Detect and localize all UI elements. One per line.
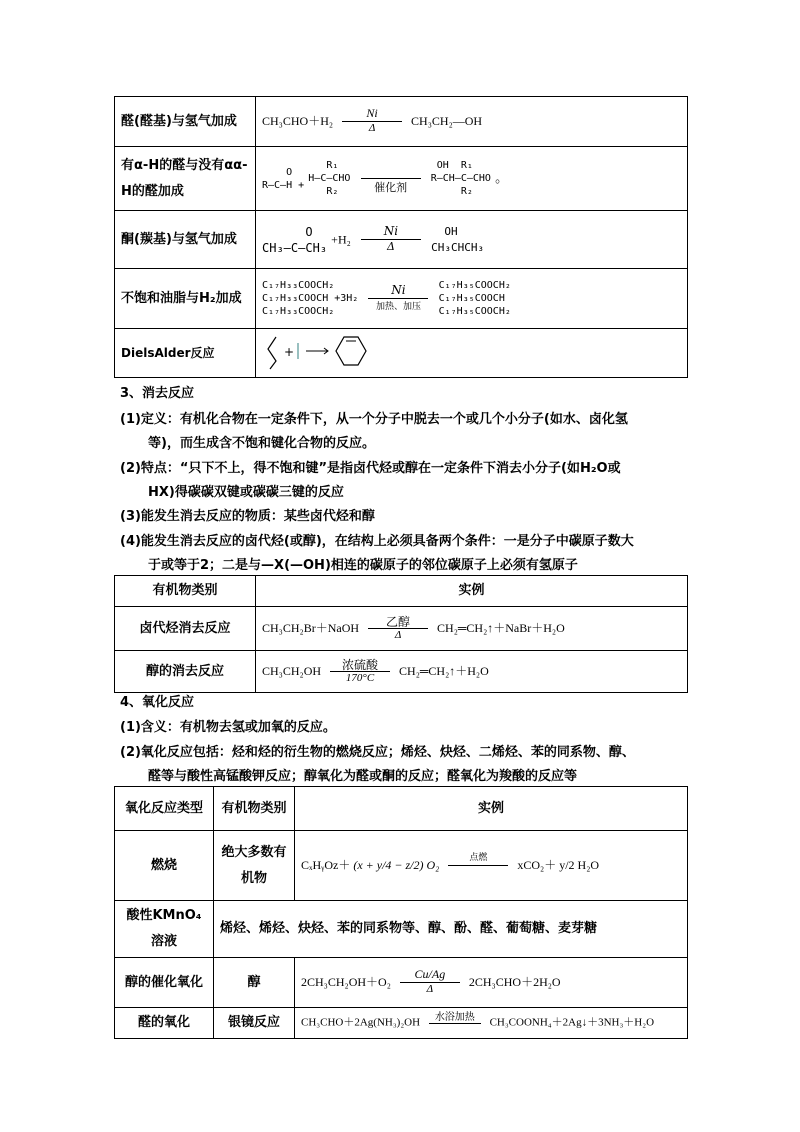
reaction-arrow: [429, 1013, 481, 1033]
reaction-arrow: [368, 282, 428, 312]
reactant-structure: O CH₃—C—CH₃: [262, 224, 328, 255]
arrow-condition-top: Ni: [391, 282, 406, 297]
equation-cell: [256, 651, 688, 693]
equation-right: 2CH₃CHO＋2H₂O: [468, 974, 561, 989]
section-heading: 4、氧化反应: [120, 695, 195, 710]
row-label: 卤代烃消去反应: [115, 607, 256, 651]
equation-cell: [256, 329, 688, 378]
arrow-condition-bottom: Δ: [394, 628, 402, 641]
arrow-condition-top: 点燃: [469, 851, 488, 862]
table-row: [115, 958, 688, 1008]
organic-class: 银镜反应: [214, 1008, 295, 1039]
diels-alder-scheme: [262, 331, 372, 371]
paragraph: 于或等于2；二是与—X(—OH)相连的碳原子的邻位碳原子上必须有氢原子: [148, 558, 578, 573]
arrow-condition-top: Cu/Ag: [414, 966, 446, 981]
table-row: [115, 147, 688, 211]
reactant-structure: C₁₇H₃₃COOCH₂ C₁₇H₃₃COOCH +3H₂ C₁₇H₃₃COOCH₂: [262, 280, 359, 317]
table-row: [115, 651, 688, 693]
paragraph: (3)能发生消去反应的物质：某些卤代烃和醇: [120, 509, 375, 524]
equation-cell: [295, 831, 688, 901]
section-heading: 3、消去反应: [120, 386, 195, 401]
row-label: DielsAlder反应: [115, 329, 256, 378]
arrow-condition-bottom: Δ: [386, 239, 395, 253]
reactant-structure-1: O R—C—H +: [262, 166, 305, 191]
table-header-row: [115, 787, 688, 831]
equation-cell: [295, 958, 688, 1008]
row-label: 醇的消去反应: [115, 651, 256, 693]
paragraph: (1)含义：有机物去氢或加氧的反应。: [120, 720, 336, 735]
equation-cell: [295, 1008, 688, 1039]
product-structure: OH CH₃CHCH₃: [431, 224, 485, 254]
oxygen-coefficient: (x + y/4 − z/2) O₂: [353, 857, 440, 872]
equation-cell: [256, 607, 688, 651]
column-header: 氧化反应类型: [115, 787, 214, 831]
equation-right: CH₂═CH₂↑＋NaBr＋H₂O: [437, 620, 565, 635]
table-header-row: [115, 576, 688, 607]
reaction-arrow: [330, 659, 390, 685]
elimination-table: [114, 575, 688, 693]
reaction-arrow: [361, 223, 421, 253]
paragraph: HX)得碳碳双键或碳碳三键的反应: [148, 485, 344, 500]
row-label: 不饱和油脂与H₂加成: [115, 269, 256, 329]
organic-class: 醇: [214, 958, 295, 1008]
reactant-h2: +H₂: [331, 232, 351, 246]
paragraph: 醛等与酸性高锰酸钾反应；醇氧化为醛或酮的反应；醛氧化为羧酸的反应等: [148, 769, 578, 784]
equation-right: xCO₂＋ y/2 H₂O: [517, 857, 600, 872]
table-row: [115, 901, 688, 958]
equation-tail: 。: [495, 171, 509, 186]
equation-right: CH₂═CH₂↑＋H₂O: [399, 663, 489, 678]
table-row: [115, 97, 688, 147]
reaction-arrow: [368, 616, 428, 642]
column-header: 有机物类别: [115, 576, 256, 607]
arrow-condition-bottom: 170°C: [345, 671, 375, 684]
paragraph: 等)，而生成含不饱和键化合物的反应。: [148, 436, 375, 451]
arrow-condition-bottom: 催化剂: [374, 180, 408, 194]
arrow-condition-top: 浓硫酸: [342, 657, 379, 672]
column-header: 实例: [256, 576, 688, 607]
plus-sign: +: [284, 345, 295, 359]
equation-cell: [256, 97, 688, 147]
equation-left: CₓHᵧOz＋: [301, 857, 351, 872]
row-label: 醛的氧化: [115, 1008, 214, 1039]
reaction-arrow: [448, 853, 508, 879]
row-label: 醛(醛基)与氢气加成: [115, 97, 256, 147]
equation-left: CH₃CH₂Br＋NaOH: [262, 620, 360, 635]
row-label: 醇的催化氧化: [115, 958, 214, 1008]
paragraph: (1)定义：有机化合物在一定条件下，从一个分子中脱去一个或几个小分子(如水、卤化氢: [120, 412, 628, 427]
table-row: [115, 831, 688, 901]
addition-reactions-table: [114, 96, 688, 378]
reactant-structure-2: R₁ H—C—CHO R₂: [308, 160, 351, 197]
paragraph: (2)特点：“只下不上，得不饱和键”是指卤代烃或醇在一定条件下消去小分子(如H₂O或: [120, 461, 621, 476]
arrow-condition-top: 乙醇: [386, 614, 411, 629]
arrow-condition-bottom: 加热、加压: [375, 301, 421, 312]
reaction-arrow: [400, 966, 460, 996]
equation-cell: [256, 147, 688, 211]
paragraph: (4)能发生消去反应的卤代烃(或醇)，在结构上必须具备两个条件：一是分子中碳原子数大: [120, 534, 634, 549]
arrow-condition-top: 水浴加热: [434, 1012, 475, 1023]
organic-class: 绝大多数有机物: [214, 831, 295, 901]
arrow-condition-top: Ni: [366, 105, 378, 120]
oxidation-table: [114, 786, 688, 1039]
column-header: 实例: [295, 787, 688, 831]
row-label: 酮(羰基)与氢气加成: [115, 211, 256, 269]
reaction-arrow: [361, 166, 421, 192]
equation-cell: [256, 211, 688, 269]
arrow-condition-bottom: Δ: [426, 982, 434, 995]
table-row: [115, 269, 688, 329]
equation-right: CH₃CH₂—OH: [411, 113, 483, 128]
equation-left: CH₃CHO＋2Ag(NH₃)₂OH: [301, 1016, 421, 1029]
paragraph: (2)氧化反应包括：烃和烃的衍生物的燃烧反应；烯烃、炔烃、二烯烃、苯的同系物、醇、: [120, 745, 635, 760]
equation-left: 2CH₃CH₂OH＋O₂: [301, 974, 391, 989]
equation-left: CH₃CHO＋H₂: [262, 113, 334, 128]
table-row: [115, 211, 688, 269]
arrow-condition-top: Ni: [383, 223, 399, 238]
row-label: 燃烧: [115, 831, 214, 901]
equation-cell: [256, 269, 688, 329]
substance-list: 烯烃、烯烃、炔烃、苯的同系物等、醇、酚、醛、葡萄糖、麦芽糖: [214, 901, 688, 958]
product-structure: C₁₇H₃₅COOCH₂ C₁₇H₃₅COOCH C₁₇H₃₅COOCH₂: [438, 280, 511, 317]
diene-icon: [268, 337, 276, 369]
table-row: [115, 329, 688, 378]
arrow-condition-bottom: Δ: [368, 121, 376, 134]
table-row: [115, 607, 688, 651]
row-label: 有α-H的醛与没有αα-H的醛加成: [115, 147, 256, 211]
table-row: [115, 1008, 688, 1039]
equation-right: CH₃COONH₄＋2Ag↓＋3NH₃＋H₂O: [489, 1016, 655, 1029]
product-structure: OH R₁ R—CH—C—CHO R₂: [430, 160, 491, 197]
column-header: 有机物类别: [214, 787, 295, 831]
reaction-arrow: [342, 105, 402, 135]
equation-left: CH₃CH₂OH: [262, 663, 322, 678]
row-label: 酸性KMnO₄溶液: [115, 901, 214, 958]
